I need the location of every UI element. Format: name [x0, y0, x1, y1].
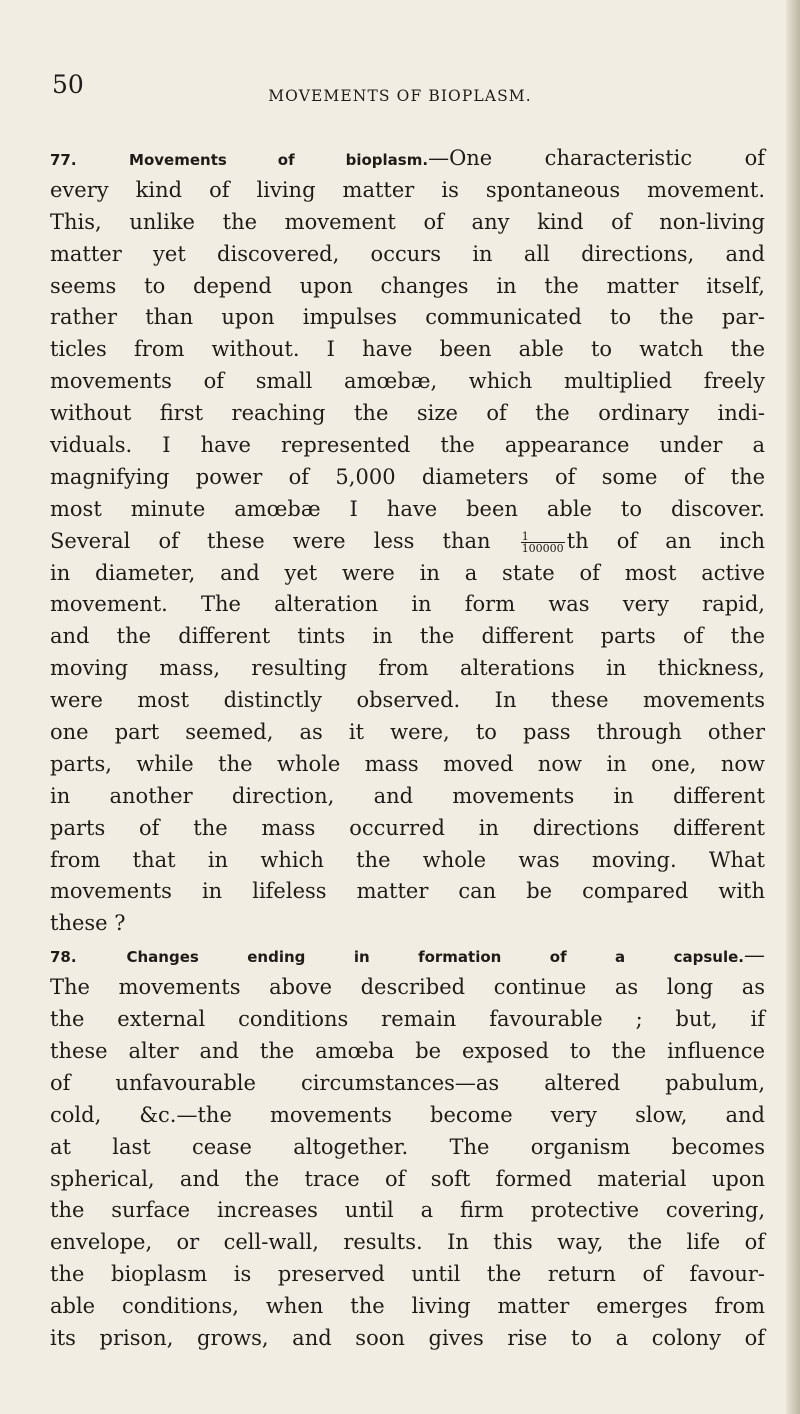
text-line: envelope, or cell-wall, results. In this way, the life of	[50, 1230, 765, 1255]
text-line: its prison, grows, and soon gives rise to a colony of	[50, 1325, 765, 1350]
text-line: The movements above described continue as long as	[50, 975, 765, 1000]
fraction-line	[50, 526, 765, 558]
text-line: —	[743, 943, 765, 968]
text-line: of unfavourable circumstances—as altered pabulum,	[50, 1070, 765, 1095]
fraction-line-after: th of an inch	[566, 528, 765, 553]
text-line: This, unlike the movement of any kind of non-living	[50, 209, 765, 234]
fraction-line-before: Several of these were less than	[50, 528, 491, 553]
page-edge-shadow	[786, 0, 800, 1414]
text-line: seems to depend upon changes in the matter itself,	[50, 273, 765, 298]
section-78-heading: Changes ending in formation of a capsule.	[126, 948, 744, 967]
text-line: —One characteristic of	[428, 146, 765, 170]
text-line: rather than upon impulses communicated to the par-	[50, 305, 765, 330]
section-78-first-line	[50, 940, 765, 972]
text-line: the external conditions remain favourable ; but, if	[50, 1007, 765, 1032]
text-line: the surface increases until a firm protective covering,	[50, 1198, 765, 1223]
text-line: magnifying power of 5,000 diameters of some of the	[50, 464, 765, 489]
running-head: MOVEMENTS OF BIOPLASM.	[268, 87, 532, 105]
text-line: one part seemed, as it were, to pass through other	[50, 720, 765, 745]
text-line: these alter and the amœba be exposed to the influence	[50, 1038, 765, 1063]
text-line: from that in which the whole was moving. What	[50, 847, 765, 872]
text-line: matter yet discovered, occurs in all directions, and	[50, 241, 765, 266]
text-line: spherical, and the trace of soft formed material upon	[50, 1166, 765, 1191]
text-line: cold, &c.—the movements become very slow, and	[50, 1102, 765, 1127]
text-line: the bioplasm is preserved until the return of favour-	[50, 1262, 765, 1287]
text-line: without first reaching the size of the ordinary indi-	[50, 401, 765, 426]
section-78-number: 78.	[50, 948, 77, 967]
section-77-heading: Movements of bioplasm.	[129, 151, 429, 169]
section-77-first-line	[50, 143, 765, 175]
text-line: movements of small amœbæ, which multiplied freely	[50, 369, 765, 394]
text-line: in another direction, and movements in different	[50, 783, 765, 808]
text-line: most minute amœbæ I have been able to discover.	[50, 496, 765, 521]
text-line: in diameter, and yet were in a state of most active	[50, 560, 765, 585]
text-line: every kind of living matter is spontaneous movement.	[50, 177, 765, 202]
body-text	[50, 143, 765, 1355]
text-line: were most distinctly observed. In these movements	[50, 688, 765, 713]
fraction-denominator: 100000	[521, 541, 564, 555]
text-line: movement. The alteration in form was very rapid,	[50, 592, 765, 617]
text-line: movements in lifeless matter can be compared with	[50, 879, 765, 904]
text-line: parts, while the whole mass moved now in one, now	[50, 751, 765, 776]
page-number: 50	[52, 70, 84, 99]
text-line: moving mass, resulting from alterations in thickness,	[50, 656, 765, 681]
fraction	[521, 531, 565, 554]
fraction-numerator: 1	[521, 531, 565, 543]
text-line: and the different tints in the different parts of the	[50, 624, 765, 649]
text-line: parts of the mass occurred in directions different	[50, 815, 765, 840]
text-line: ticles from without. I have been able to watch the	[50, 337, 765, 362]
text-line: at last cease altogether. The organism becomes	[50, 1134, 765, 1159]
section-77-number: 77.	[50, 151, 77, 169]
text-line: able conditions, when the living matter emerges from	[50, 1294, 765, 1319]
text-line: these ?	[50, 911, 126, 936]
text-line: viduals. I have represented the appearance under a	[50, 433, 765, 458]
